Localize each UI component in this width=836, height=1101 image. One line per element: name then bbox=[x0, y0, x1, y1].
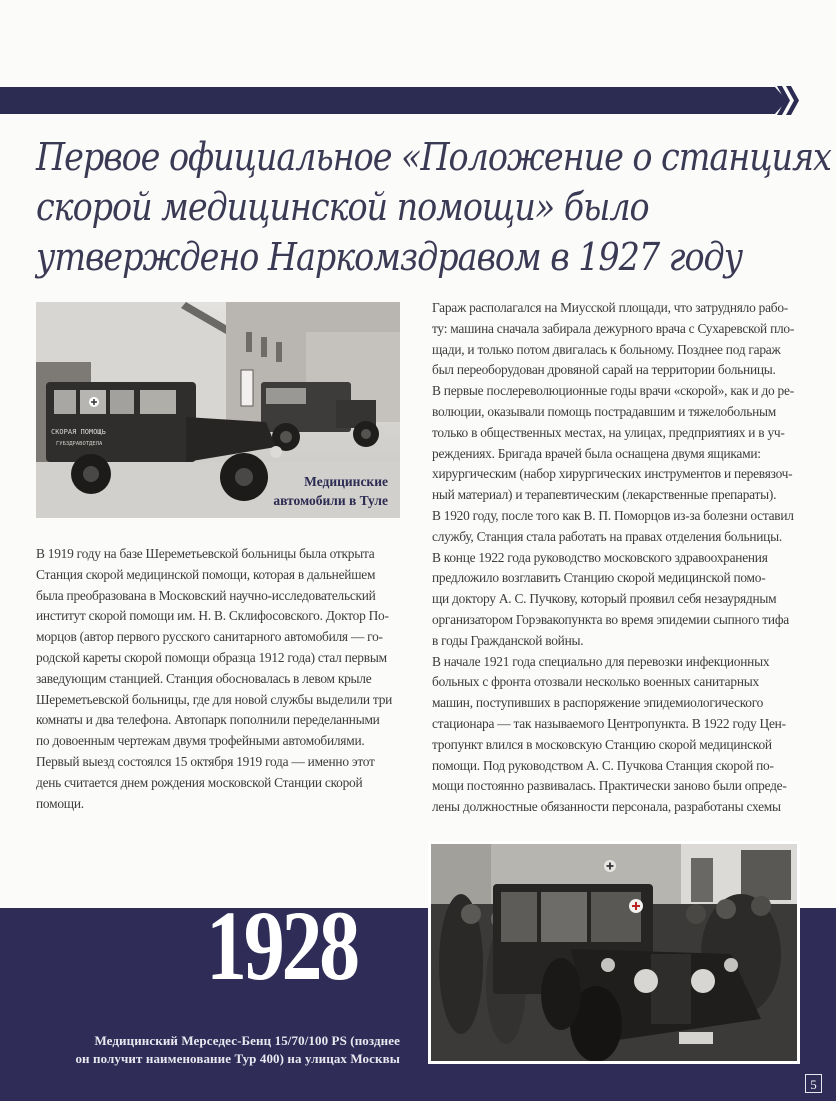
text-line: В 1920 году, после того как В. П. Поморцов из-за болезни оставил bbox=[432, 507, 794, 523]
text-line: тропункт влился в московскую Станцию скорой медицинской bbox=[432, 736, 772, 752]
text-line: заведующим станцией. Станция обосновалась в левом крыле bbox=[36, 670, 372, 686]
caption-line: он получит наименование Тур 400) на улицах Москвы bbox=[75, 1051, 400, 1066]
right-column-text bbox=[432, 298, 827, 818]
text-line: машин, поступивших в распоряжение эпидемиологического bbox=[432, 695, 764, 711]
text-line: день считается днем рождения московской Станции скорой bbox=[36, 774, 363, 790]
text-line: помощи. Под руководством А. С. Пучкова Станция скорой по- bbox=[432, 757, 774, 773]
text-line: больных с фронта отозвали несколько военных санитарных bbox=[432, 674, 759, 690]
photo-ambulances-tula bbox=[36, 302, 400, 518]
text-line: В конце 1922 года руководство московского здравоохранения bbox=[432, 549, 768, 565]
text-line: мощи постоянно развивалась. Практически заново были опреде- bbox=[432, 778, 787, 794]
title-line: скорой медицинской помощи» было bbox=[36, 185, 649, 229]
year-heading: 1928 bbox=[206, 890, 357, 1001]
text-line: В начале 1921 года специально для перевозки инфекционных bbox=[432, 653, 770, 669]
text-line: лены должностные обязанности персонала, разработаны схемы bbox=[432, 799, 781, 815]
photo-mercedes-ambulance bbox=[431, 844, 797, 1061]
text-line: В первые послереволюционные годы врачи «скорой», как и до ре- bbox=[432, 383, 794, 399]
page-title bbox=[36, 132, 831, 282]
van-lettering: ГУБЗДРАВОТДЕЛА bbox=[56, 441, 103, 447]
mercedes-ambulance-illustration bbox=[431, 844, 797, 1061]
text-line: щи доктору А. С. Пучкову, который проявил себя незаурядным bbox=[432, 591, 777, 607]
photo1-caption bbox=[273, 472, 388, 510]
text-line: Станция скорой медицинской помощи, которая в дальнейшем bbox=[36, 566, 376, 582]
text-line: щади, и только потом двигалась к больному. Позднее под гараж bbox=[432, 341, 781, 357]
text-line: организатором Горэвакопункта во время эпидемии сыпного тифа bbox=[432, 611, 789, 627]
text-line: родской кареты скорой помощи образца 1912 года) стал первым bbox=[36, 649, 387, 665]
left-column-text bbox=[36, 544, 406, 814]
text-line: стационара — так называемого Центропункта. В 1922 году Цен- bbox=[432, 715, 786, 731]
caption-line: Медицинские bbox=[304, 474, 388, 489]
text-line: реждениях. Бригада врачей была оснащена двумя ящиками: bbox=[432, 445, 761, 461]
text-line: хирургическим (набор хирургических инструментов и перевязоч- bbox=[432, 466, 793, 482]
text-line: был переоборудован дровяной сарай на территории больницы. bbox=[432, 362, 776, 378]
text-line: предложило возглавить Станцию скорой медицинской помо- bbox=[432, 570, 766, 586]
page-number: 5 bbox=[805, 1074, 822, 1093]
text-line: Шереметьевской больницы, где для новой службы выделили три bbox=[36, 691, 393, 707]
text-line: только в общественных местах, на улицах, предприятиях и в уч- bbox=[432, 424, 785, 440]
text-line: комнаты и два телефона. Автопарк пополнили переделанными bbox=[36, 712, 380, 728]
title-line: Первое официальное «Положение о станциях bbox=[36, 135, 831, 179]
text-line: морцов (автор первого русского санитарного автомобиля — го- bbox=[36, 629, 383, 645]
text-line: волюции, оказывали помощь пострадавшим и тяжелобольным bbox=[432, 403, 776, 419]
text-line: по довоенным чертежам двумя трофейными автомобилями. bbox=[36, 733, 365, 749]
text-line: была преобразована в Московский научно-исследовательский bbox=[36, 587, 376, 603]
van-lettering: СКОРАЯ ПОМОЩЬ bbox=[51, 428, 106, 436]
text-line: в годы Гражданской войны. bbox=[432, 632, 584, 648]
text-line: институт скорой помощи им. Н. В. Склифосовского. Доктор По- bbox=[36, 608, 389, 624]
text-line: Гараж располагался на Миусской площади, что затрудняло рабо- bbox=[432, 300, 788, 315]
double-chevron-right-icon bbox=[775, 86, 805, 115]
text-line: В 1919 году на базе Шереметьевской больницы была открыта bbox=[36, 546, 375, 561]
caption-line: автомобили в Туле bbox=[273, 493, 388, 508]
header-band bbox=[0, 87, 775, 114]
text-line: ту: машина сначала забирала дежурного врача с Сухаревской пло- bbox=[432, 320, 795, 336]
text-line: помощи. bbox=[36, 795, 84, 811]
photo2-caption bbox=[0, 1032, 400, 1068]
title-line: утверждено Наркомздравом в 1927 году bbox=[36, 235, 743, 279]
caption-line: Медицинский Мерседес-Бенц 15/70/100 PS (позднее bbox=[94, 1033, 400, 1048]
text-line: ный материал) и терапевтическим (лекарственные препараты). bbox=[432, 487, 777, 503]
text-line: Первый выезд состоялся 15 октября 1919 года — именно этот bbox=[36, 753, 375, 769]
text-line: службу, Станция стала работать на правах отделения больницы. bbox=[432, 528, 782, 544]
